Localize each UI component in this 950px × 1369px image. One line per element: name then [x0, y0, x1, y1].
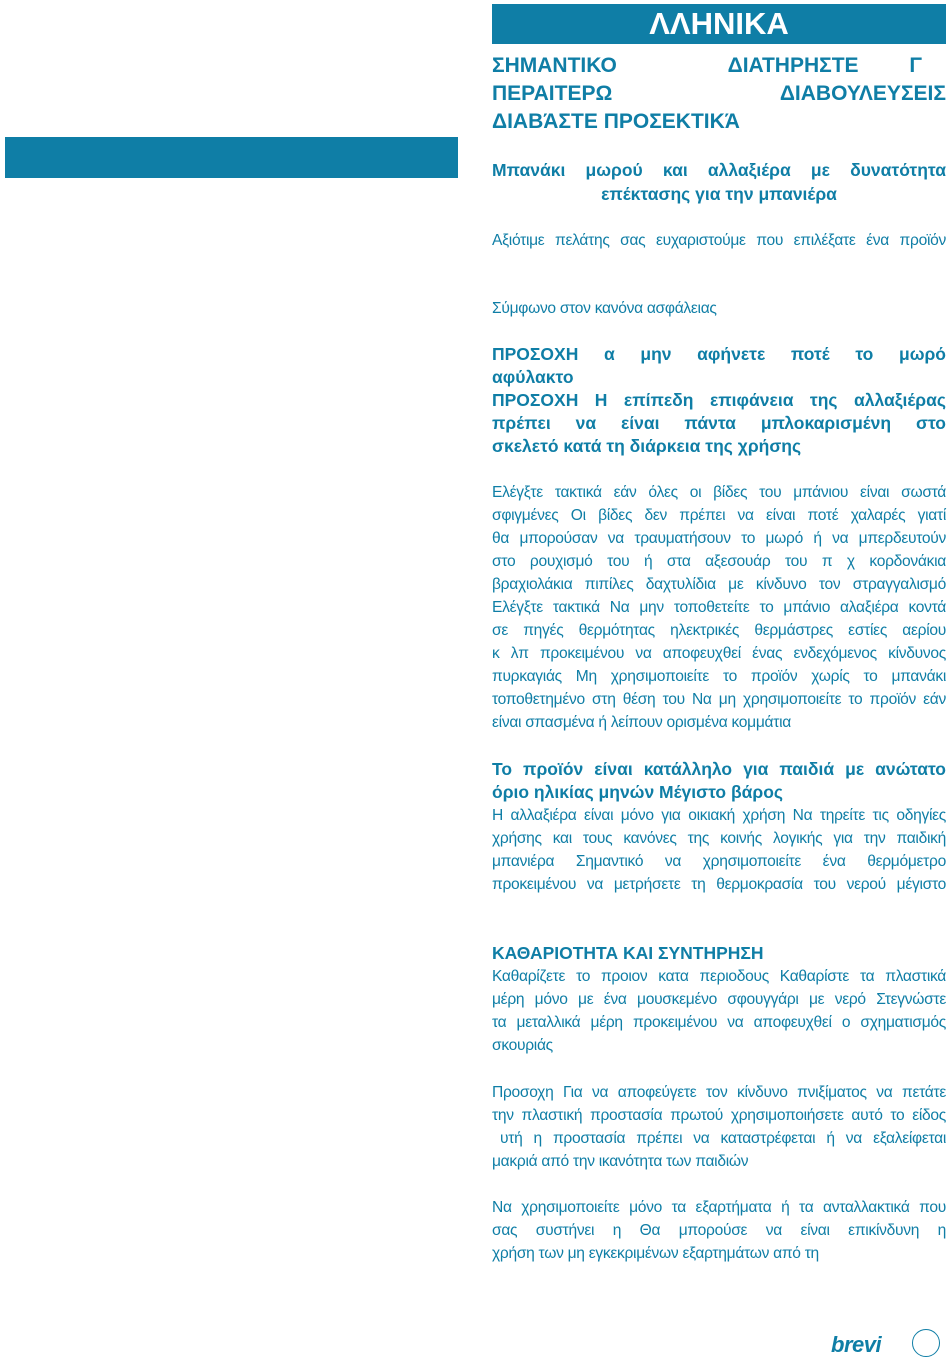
checks-line: Ελέγξτε τακτικά Να μην τοποθετείτε το μπάνιο αλαξιέρα κοντά	[492, 599, 946, 616]
cleaning-paragraph	[492, 965, 946, 1057]
suffocation-paragraph	[492, 1081, 946, 1173]
suitability-title-line2: όριο ηλικίας μηνών Μέγιστο βάρος	[492, 782, 784, 802]
warning-1-line1: ΠΡΟΣΟΧΗ α μην αφήνετε ποτέ το μωρό	[492, 344, 946, 364]
warning-2-line1: ΠΡΟΣΟΧΗ Η επίπεδη επιφάνεια της αλλαξιέρας	[492, 390, 946, 410]
warning-1-line2: αφύλακτο	[492, 367, 574, 387]
cleaning-line: Καθαρίζετε το προιον κατα περιοδους Καθαρίστε τα πλαστικά	[492, 968, 946, 985]
warning-2-line3: σκελετό κατά τη διάρκεια της χρήσης	[492, 436, 802, 456]
suitability-line: Η αλλαξιέρα είναι μόνο για οικιακή χρήση Να τηρείτε τις οδηγίες	[492, 807, 946, 824]
for-word: Γ	[909, 54, 922, 77]
suffocation-line: την πλαστική προστασία πρωτού χρησιμοποιήσετε αυτό το είδος	[492, 1107, 946, 1124]
cleaning-line: σκουριάς	[492, 1037, 553, 1054]
product-title-line1: Μπανάκι μωρού και αλλαξιέρα με δυνατότητα	[492, 160, 946, 180]
suitability-line: προκειμένου να μετρήσετε τη θερμοκρασία του νερού μέγιστο	[492, 876, 946, 893]
suitability-title-line1: Το προϊόν είναι κατάλληλο για παιδιά με ανώτατο	[492, 759, 946, 779]
suffocation-line: μακριά από την ικανότητα των παιδιών	[492, 1153, 749, 1170]
accessories-line: σας συστήνει η Θα μπορούσε να είναι επικίνδυνη η	[492, 1222, 946, 1239]
keep-word: ΔΙΑΤΗΡΗΣΤΕ	[727, 54, 859, 77]
warning-2-line2: πρέπει να είναι πάντα μπλοκαρισμένη στο	[492, 413, 946, 433]
accessories-line: Να χρησιμοποιείτε μόνο τα εξαρτήματα ή τα ανταλλακτικά που	[492, 1199, 946, 1216]
left-color-band	[5, 137, 458, 178]
further-word: ΠΕΡΑΙΤΕΡΩ	[492, 82, 613, 105]
checks-line: βραχιολάκια πιπίλες δαχτυλίδια με κίνδυνο τον στραγγαλισμό	[492, 576, 946, 593]
suffocation-line: Προσοχη Για να αποφεύγετε τον κίνδυνο πνιξίματος να πετάτε	[492, 1084, 946, 1101]
cleaning-line: τα μεταλλικά μέρη προκειμένου να αποφευχθεί ο σχηματισμός	[492, 1014, 946, 1031]
product-title-line2: επέκτασης για την μπανιέρα	[601, 184, 837, 204]
checks-line: σε πηγές θερμότητας ηλεκτρικές θερμάστρες εστίες αερίου	[492, 622, 946, 639]
greeting-text: Αξιότιμε πελάτης σας ευχαριστούμε που επιλέξατε ένα προϊόν	[492, 232, 946, 249]
important-notice-title	[492, 52, 946, 136]
suffocation-line: υτή η προστασία πρέπει να καταστρέφεται ή να εξαλείφεται	[500, 1130, 946, 1147]
cleaning-line: μέρη μόνο με ένα μουσκεμένο σφουγγάρι με νερό Στεγνώστε	[492, 991, 946, 1008]
reference-word: ΔΙΑΒΟΥΛΕΥΣΕΙΣ	[779, 82, 946, 105]
read-carefully: ΔΙΑΒΆΣΤΕ ΠΡΟΣΕΚΤΙΚΆ	[492, 110, 740, 133]
checks-line: Ελέγξτε τακτικά εάν όλες οι βίδες του μπάνιου είναι σωστά	[492, 484, 946, 501]
checks-paragraph	[492, 481, 946, 734]
suitability-line: χρήσης και τους κανόνες της κοινής λογικής για την παιδική	[492, 830, 946, 847]
suitability-line: μπανιέρα Σημαντικό να χρησιμοποιείτε ένα θερμόμετρο	[492, 853, 946, 870]
checks-line: τοποθετημένο στη θέση του Να μη χρησιμοποιείτε το προϊόν εάν	[492, 691, 946, 708]
safety-rule-text: Σύμφωνο στον κανόνα ασφάλειας	[492, 300, 717, 317]
checks-line: είναι σπασμένα ή λείπουν ορισμένα κομμάτια	[492, 714, 792, 731]
suitability-paragraph	[492, 804, 946, 896]
accessories-line: χρήση των μη εγκεκριμένων εξαρτημάτων από τη	[492, 1245, 819, 1262]
cleaning-title: ΚΑΘΑΡΙΟΤΗΤΑ ΚΑΙ ΣΥΝΤΗΡΗΣΗ	[492, 943, 764, 963]
language-header: ΛΛΗΝΙΚΑ	[492, 4, 946, 44]
accessories-paragraph	[492, 1196, 946, 1265]
product-title	[492, 158, 946, 206]
checks-line: θα μπορούσαν να τραυματήσουν το μωρό ή να μπερδευτούν	[492, 530, 946, 547]
important-word: ΣΗΜΑΝΤΙΚΟ	[492, 54, 617, 77]
page-number-circle	[912, 1329, 940, 1357]
checks-line: στο ρουχισμό του ή στα αξεσουάρ του π χ κορδονάκια	[492, 553, 946, 570]
suitability-title	[492, 758, 946, 804]
warnings-block	[492, 343, 946, 458]
checks-line: κ λπ προκειμένου να αποφευχθεί ένας ενδεχόμενος κίνδυνος	[492, 645, 946, 662]
brevi-logo: brevi	[831, 1332, 882, 1357]
checks-line: πυρκαγιάς Μη χρησιμοποιείτε το προϊόν χωρίς το μπανάκι	[492, 668, 946, 685]
checks-line: σφιγμένες Οι βίδες δεν πρέπει να είναι ποτέ χαλαρές γιατί	[492, 507, 946, 524]
